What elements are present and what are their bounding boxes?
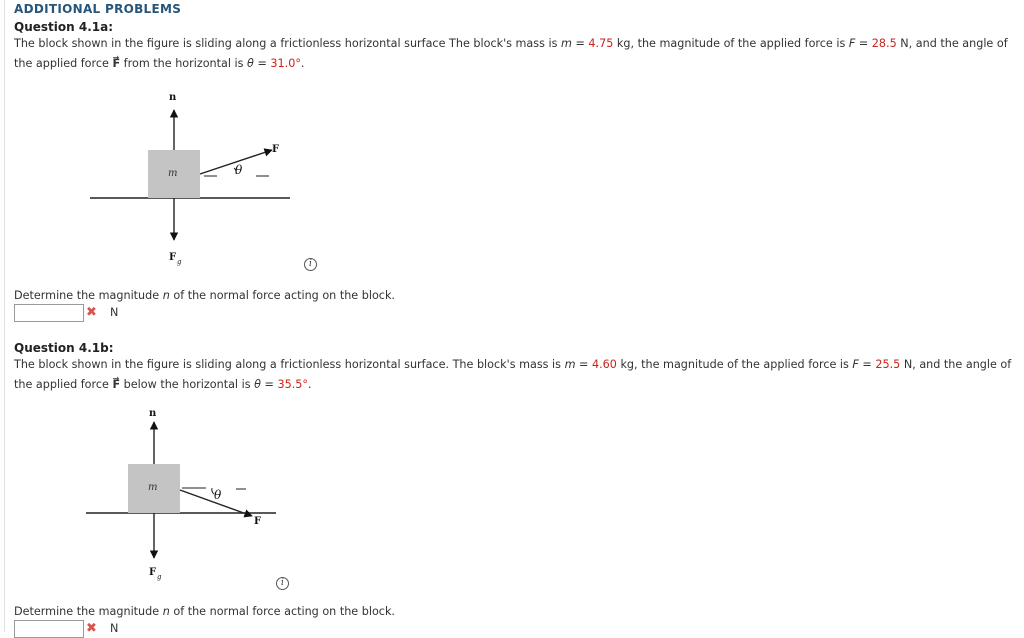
question-2-title: Question 4.1b:	[14, 341, 114, 355]
angle-label: θ	[214, 488, 222, 502]
question-1-text: The block shown in the figure is sliding along a frictionless horizontal surface The block's mass is m = 4.75 kg, the magnitude of the applied force is F = 28.5 N, and the angle of the applied force → F from the horizontal is θ = 31.0°.	[14, 34, 1018, 74]
gravity-subscript: g	[157, 573, 162, 581]
angle-value: 35.5°	[277, 378, 308, 391]
info-icon[interactable]: i	[304, 258, 317, 271]
applied-force-label: F	[254, 516, 262, 527]
angle-value: 31.0°	[270, 57, 301, 70]
info-icon[interactable]: i	[276, 577, 289, 590]
answer-input[interactable]	[14, 620, 84, 638]
question-1-title: Question 4.1a:	[14, 20, 113, 34]
question-2-prompt: Determine the magnitude n of the normal force acting on the block.	[14, 605, 395, 618]
unit-label: N	[110, 306, 119, 319]
unit-label: N	[110, 622, 119, 635]
mass-label: m	[148, 482, 158, 493]
question-1-figure	[84, 78, 296, 278]
gravity-force-label: F	[169, 252, 177, 263]
applied-force-label: F	[272, 144, 280, 155]
normal-force-label: n	[149, 408, 157, 419]
normal-force-label: n	[169, 92, 177, 103]
force-value: 25.5	[875, 358, 901, 371]
angle-label: θ	[235, 163, 243, 177]
answer-input[interactable]	[14, 304, 84, 322]
wrong-x-icon: ✖	[86, 305, 97, 320]
gravity-force-label: F	[149, 567, 157, 578]
wrong-x-icon: ✖	[86, 621, 97, 636]
question-2-figure	[80, 398, 280, 590]
gravity-subscript: g	[177, 258, 182, 266]
question-1-prompt: Determine the magnitude n of the normal force acting on the block.	[14, 289, 395, 302]
mass-label: m	[168, 168, 178, 179]
question-2-text: The block shown in the figure is sliding along a frictionless horizontal surface. The block's mass is m = 4.60 kg, the magnitude of the applied force is F = 25.5 N, and the angle of the applied force → F below the horizontal is θ = 35.5°.	[14, 355, 1018, 395]
section-title: ADDITIONAL PROBLEMS	[14, 2, 182, 16]
mass-value: 4.60	[591, 358, 617, 371]
force-value: 28.5	[871, 37, 897, 50]
mass-value: 4.75	[588, 37, 614, 50]
